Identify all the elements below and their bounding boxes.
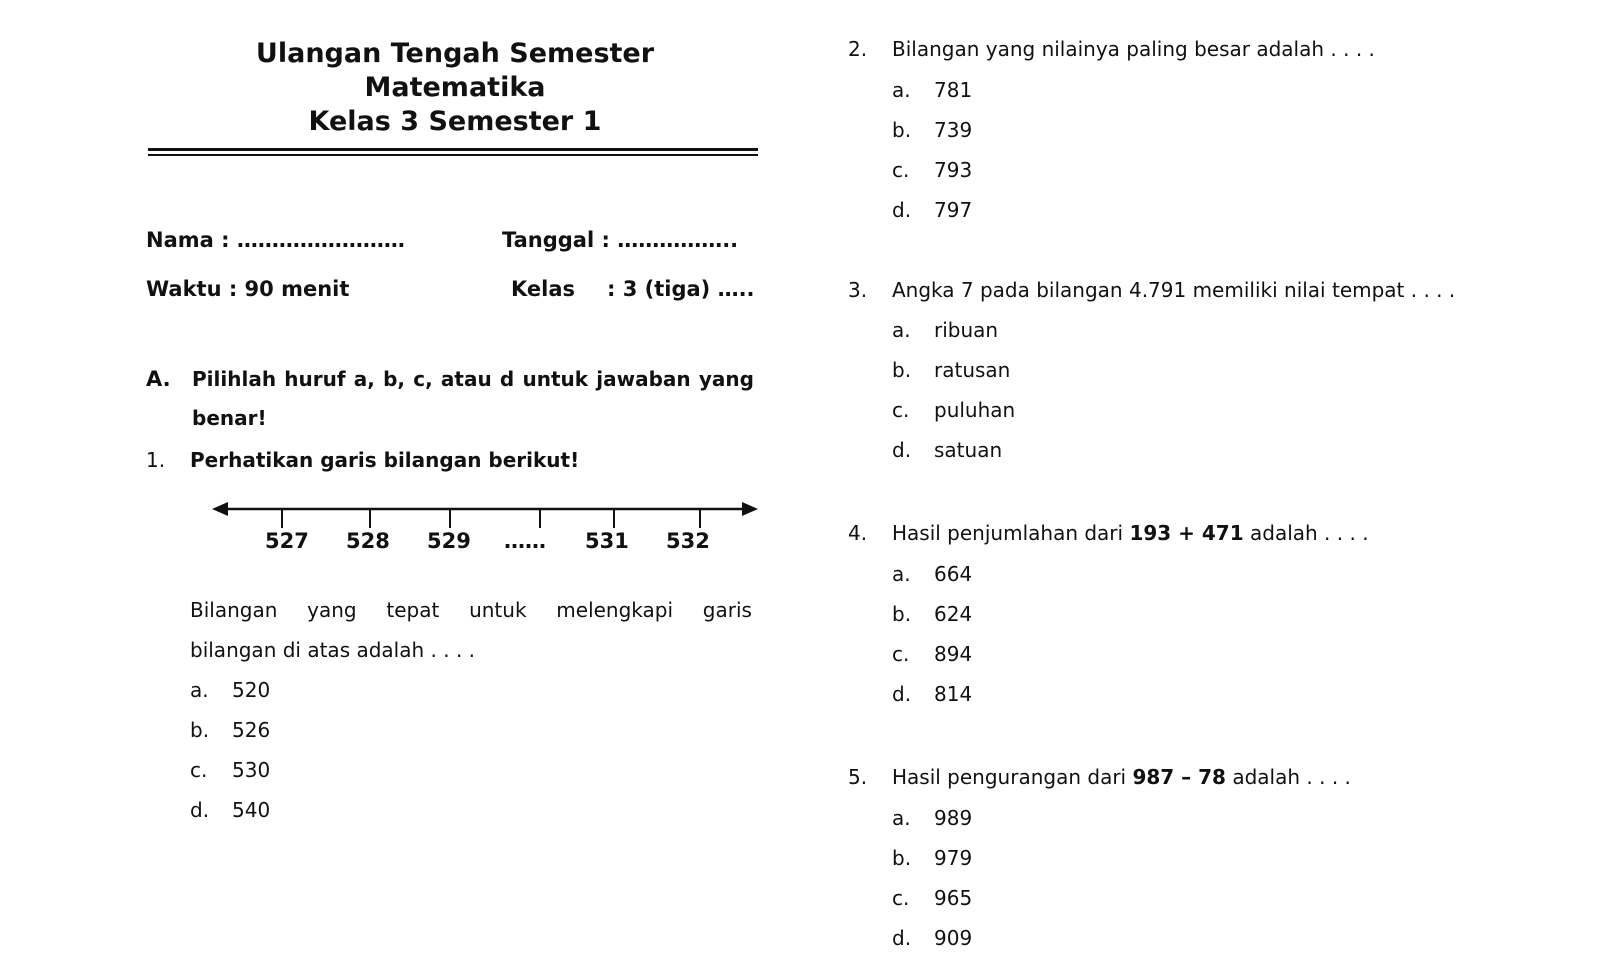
q4-option-a[interactable] [892,562,972,586]
option-value: 797 [934,198,973,222]
option-letter: c. [190,758,208,782]
option-value: 989 [934,806,973,830]
q2-number: 2. [848,37,868,61]
q5-expression: 987 – 78 [1132,765,1226,789]
tick-label: 532 [666,529,710,553]
q1-option-a[interactable] [190,678,270,702]
option-value: ratusan [934,358,1011,382]
q4-expression: 193 + 471 [1129,521,1244,545]
q2-option-b[interactable] [892,118,972,142]
option-letter: b. [892,846,912,870]
option-value: 624 [934,602,973,626]
option-letter: d. [892,198,912,222]
q5-option-b[interactable] [892,846,972,870]
section-letter: A. [146,367,171,391]
instruction-word: jawaban [596,367,691,391]
option-value: ribuan [934,318,999,342]
q5-option-a[interactable] [892,806,972,830]
q4-option-b[interactable] [892,602,972,626]
option-value: satuan [934,438,1003,462]
q1-number: 1. [146,448,166,472]
option-letter: c. [892,398,910,422]
section-instruction-line2: benar! [192,406,267,430]
option-letter: a. [892,318,911,342]
q5-number: 5. [848,765,868,789]
option-value: 530 [232,758,271,782]
q2-option-a[interactable] [892,78,972,102]
q3-option-d[interactable] [892,438,1002,462]
q4-prompt-post: adalah . . . . [1243,521,1369,545]
left-arrow-icon [212,502,228,516]
option-letter: a. [190,678,209,702]
instruction-word: d [499,367,515,391]
tick-label: 529 [427,529,471,553]
q5-option-d[interactable] [892,926,972,950]
option-value: 965 [934,886,973,910]
option-value: 520 [232,678,271,702]
instruction-word: c, [413,367,433,391]
q4-option-c[interactable] [892,642,972,666]
q1-option-c[interactable] [190,758,270,782]
body-word: melengkapi [556,598,674,622]
q5-prompt-pre: Hasil pengurangan dari [892,765,1133,789]
option-letter: b. [892,358,912,382]
option-value: 814 [934,682,973,706]
kelas-label: Kelas [511,277,576,301]
option-letter: c. [892,642,910,666]
q3-option-a[interactable] [892,318,998,342]
instruction-word: Pilihlah [192,367,277,391]
subject-title: Matematika [364,72,546,103]
option-letter: a. [892,806,911,830]
exam-title: Ulangan Tengah Semester [255,38,655,69]
q4-number: 4. [848,521,868,545]
option-letter: d. [190,798,210,822]
q4-option-d[interactable] [892,682,972,706]
body-word: tepat [386,598,440,622]
option-value: 739 [934,118,973,142]
q1-option-b[interactable] [190,718,270,742]
option-value: 793 [934,158,973,182]
option-value: 894 [934,642,973,666]
q5-prompt-post: adalah . . . . [1225,765,1351,789]
option-letter: a. [892,78,911,102]
instruction-word: a, [353,367,375,391]
option-value: 781 [934,78,973,102]
instruction-word: atau [440,367,492,391]
q3-prompt: Angka 7 pada bilangan 4.791 memiliki nilai tempat . . . . [892,278,1456,302]
q3-option-b[interactable] [892,358,1010,382]
tick-label: 527 [265,529,309,553]
tick-label-blank: …… [504,529,546,553]
option-value: 664 [934,562,973,586]
body-word: garis [702,598,752,622]
q5-option-c[interactable] [892,886,972,910]
body-word: Bilangan [190,598,278,622]
option-value: 540 [232,798,271,822]
q1-prompt: Perhatikan garis bilangan berikut! [190,448,580,472]
q1-option-d[interactable] [190,798,270,822]
q3-number: 3. [848,278,868,302]
body-word: untuk [469,598,527,622]
q4-prompt-pre: Hasil penjumlahan dari [892,521,1130,545]
q4-prompt [892,521,1369,545]
option-letter: b. [892,602,912,626]
option-letter: b. [190,718,210,742]
q3-option-c[interactable] [892,398,1015,422]
option-letter: c. [892,158,910,182]
q1-body-line2: bilangan di atas adalah . . . . [190,638,476,662]
q2-option-c[interactable] [892,158,972,182]
option-letter: a. [892,562,911,586]
number-line [210,492,760,532]
option-letter: d. [892,926,912,950]
right-arrow-icon [742,502,758,516]
body-word: yang [307,598,357,622]
option-value: 909 [934,926,973,950]
option-letter: d. [892,682,912,706]
waktu-field: Waktu : 90 menit [146,277,350,301]
tanggal-field: Tanggal : …………….. [502,228,739,252]
option-letter: b. [892,118,912,142]
tick-label: 531 [585,529,629,553]
option-letter: d. [892,438,912,462]
tick-label: 528 [346,529,390,553]
option-value: 979 [934,846,973,870]
header-divider-thin [148,154,758,156]
q2-prompt: Bilangan yang nilainya paling besar adalah . . . . [892,37,1375,61]
instruction-word: huruf [284,367,346,391]
instruction-word: untuk [522,367,589,391]
option-value: puluhan [934,398,1016,422]
q5-prompt [892,765,1351,789]
q2-option-d[interactable] [892,198,972,222]
instruction-word: yang [698,367,754,391]
option-letter: c. [892,886,910,910]
instruction-word: b, [383,367,406,391]
kelas-value: : 3 (tiga) ….. [607,277,755,301]
section-instruction-line1 [192,367,754,391]
option-value: 526 [232,718,271,742]
header-divider-thick [148,148,758,151]
class-title: Kelas 3 Semester 1 [308,106,602,137]
q1-body-line1 [190,598,752,622]
nama-field: Nama : …………………… [146,228,405,252]
